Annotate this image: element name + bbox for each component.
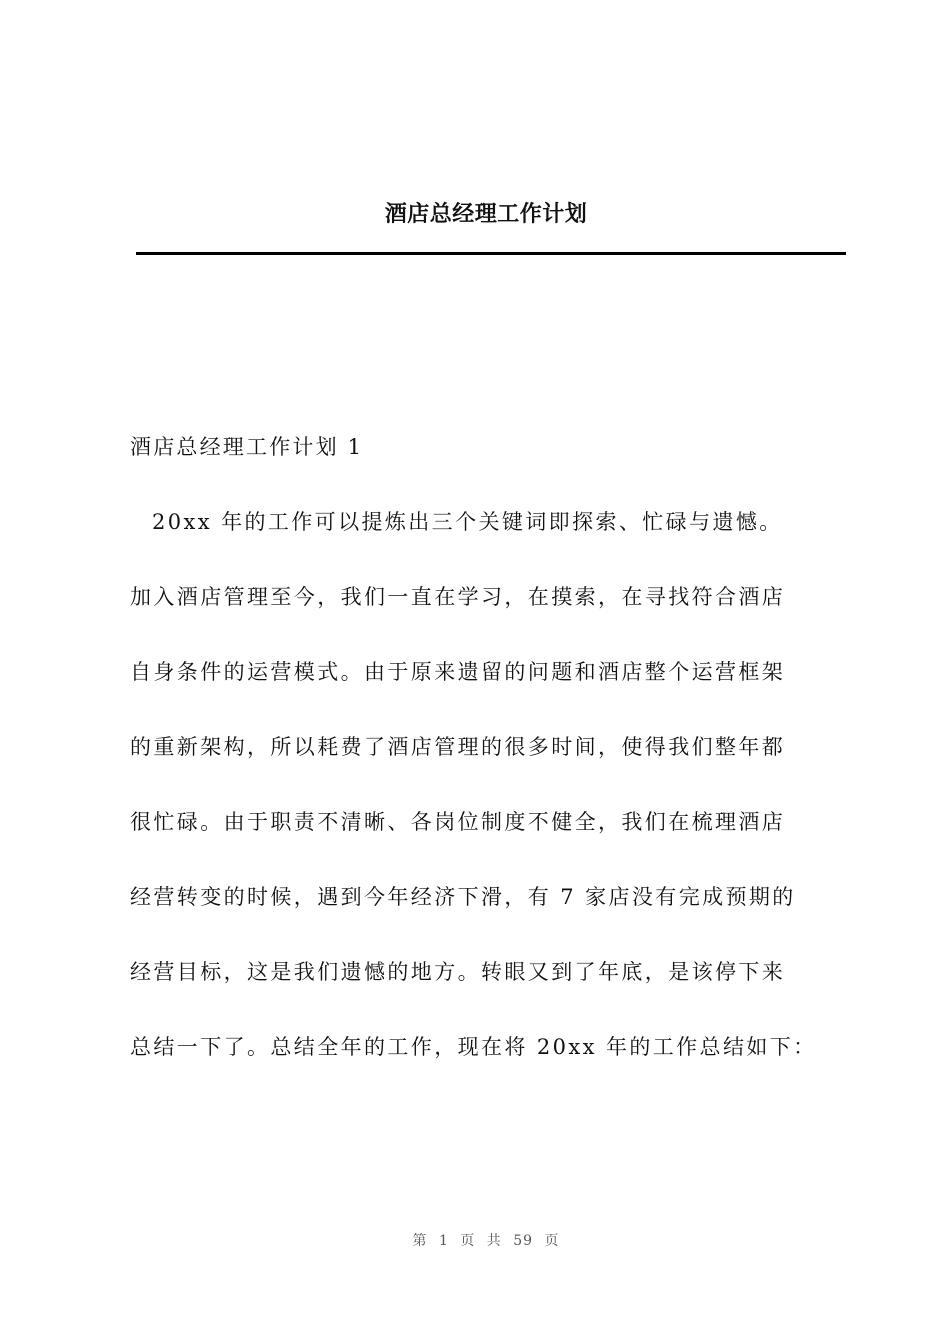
- paragraph-line: 总结一下了。总结全年的工作，现在将 20xx 年的工作总结如下：: [130, 1035, 817, 1059]
- page-number-footer: 第 1 页 共 59 页: [412, 1233, 560, 1249]
- paragraph-line: 20xx 年的工作可以提炼出三个关键词即探索、忙碌与遗憾。: [152, 510, 783, 534]
- paragraph-line: 的重新架构，所以耗费了酒店管理的很多时间，使得我们整年都: [130, 735, 786, 759]
- paragraph-line: 经营转变的时候，遇到今年经济下滑，有 7 家店没有完成预期的: [130, 885, 796, 909]
- paragraph-line: 很忙碌。由于职责不清晰、各岗位制度不健全，我们在梳理酒店: [130, 810, 786, 834]
- paragraph-line: 自身条件的运营模式。由于原来遗留的问题和酒店整个运营框架: [130, 660, 786, 684]
- paragraph-line: 经营目标，这是我们遗憾的地方。转眼又到了年底，是该停下来: [130, 960, 786, 984]
- section-heading: 酒店总经理工作计划 1: [130, 435, 364, 459]
- document-title: 酒店总经理工作计划: [384, 201, 588, 227]
- paragraph-line: 加入酒店管理至今，我们一直在学习，在摸索，在寻找符合酒店: [130, 585, 786, 609]
- title-divider: [136, 252, 846, 255]
